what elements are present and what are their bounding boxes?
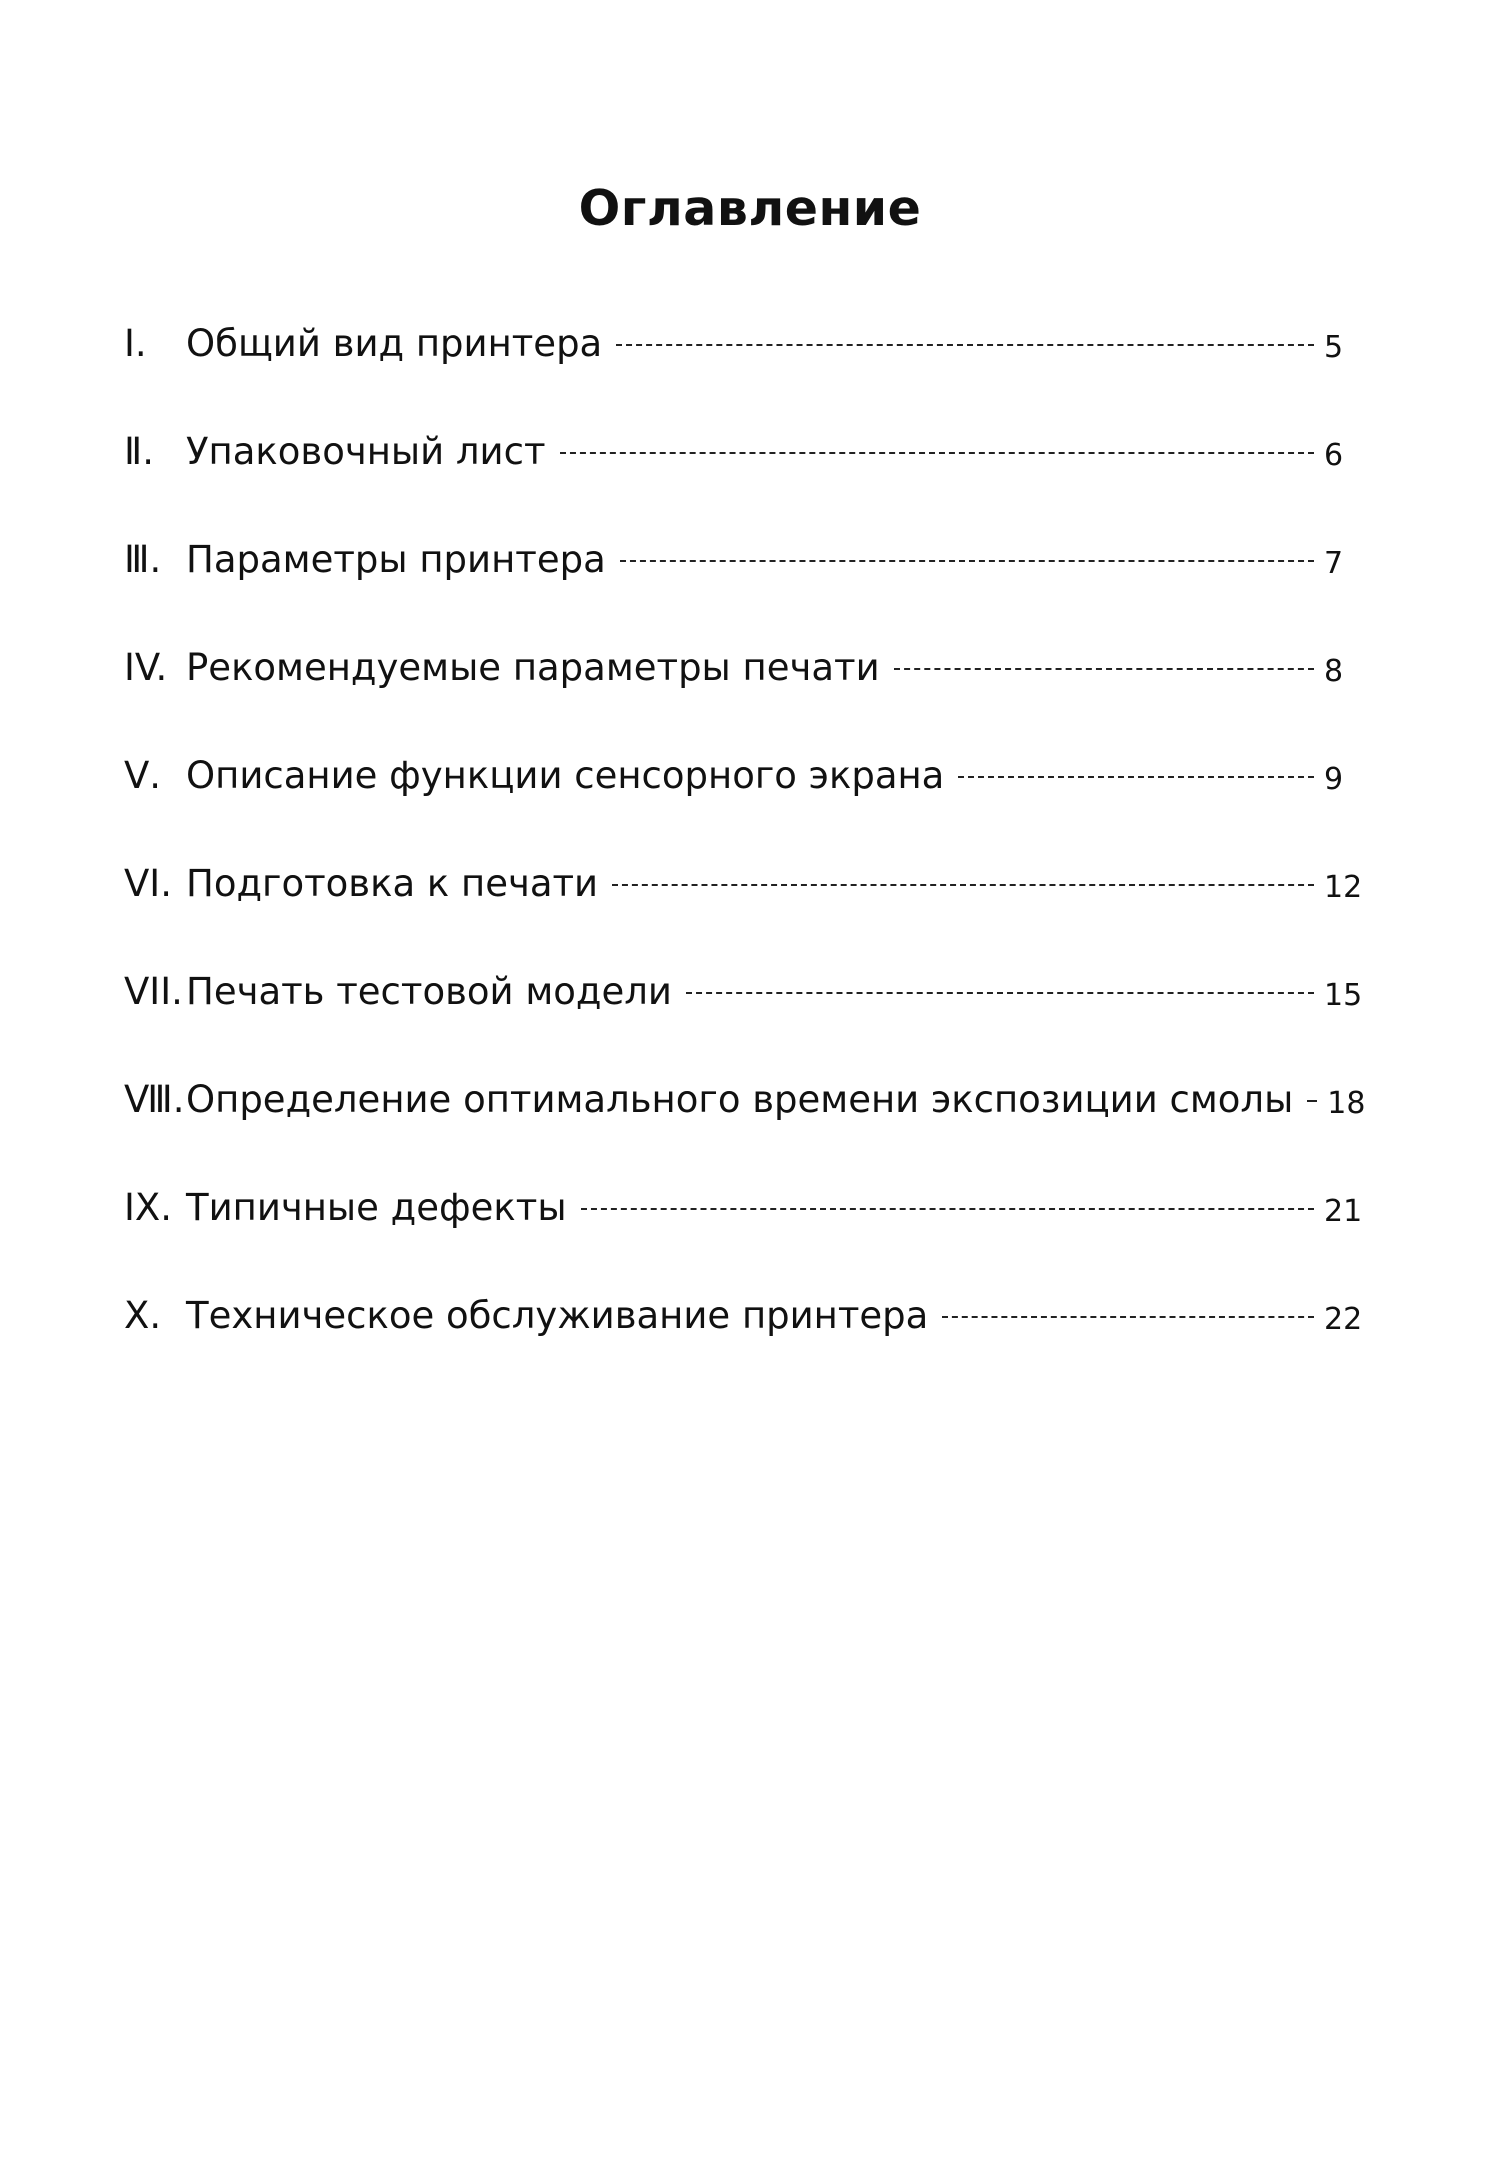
toc-page-number: 15 xyxy=(1324,978,1363,1013)
toc-entry-title: Упаковочный лист xyxy=(186,430,546,473)
toc-page-number: 6 xyxy=(1324,438,1344,473)
toc-entry[interactable] xyxy=(124,314,1384,422)
toc-entry-text xyxy=(124,422,546,482)
toc-entry[interactable] xyxy=(124,962,1384,1070)
toc-entry-number: Ⅲ. xyxy=(124,538,162,581)
toc-entry-number: Ⅰ. xyxy=(124,322,147,365)
toc-entry-number: IX. xyxy=(124,1186,173,1229)
dotted-leader xyxy=(616,344,1314,346)
table-of-contents xyxy=(124,314,1384,1394)
toc-entry-title: Подготовка к печати xyxy=(186,862,599,905)
toc-page-number: 12 xyxy=(1324,870,1363,905)
toc-entry-title: Описание функции сенсорного экрана xyxy=(186,754,945,797)
toc-entry-title: Параметры принтера xyxy=(186,538,606,581)
toc-entry[interactable] xyxy=(124,1178,1384,1286)
toc-entry-number: Ⅹ. xyxy=(124,1294,162,1337)
toc-page-number: 22 xyxy=(1324,1302,1363,1337)
toc-entry-text xyxy=(124,854,598,914)
toc-entry-text xyxy=(124,530,606,590)
toc-entry-text xyxy=(124,1286,928,1346)
toc-entry-title: Общий вид принтера xyxy=(186,322,603,365)
toc-entry[interactable] xyxy=(124,638,1384,746)
page-title: Оглавление xyxy=(578,179,922,237)
toc-entry[interactable] xyxy=(124,1070,1384,1178)
toc-entry-title: Техническое обслуживание принтера xyxy=(186,1294,929,1337)
dotted-leader xyxy=(1307,1100,1317,1102)
toc-entry-title: Печать тестовой модели xyxy=(186,970,672,1013)
toc-entry-text xyxy=(124,1070,1293,1130)
dotted-leader xyxy=(686,992,1314,994)
toc-entry[interactable] xyxy=(124,854,1384,962)
toc-entry-text xyxy=(124,962,672,1022)
dotted-leader xyxy=(894,668,1314,670)
toc-entry-text xyxy=(124,1178,567,1238)
toc-page-number: 18 xyxy=(1327,1086,1366,1121)
toc-entry-number: Ⅴ. xyxy=(124,754,162,797)
toc-entry-text xyxy=(124,314,602,374)
toc-entry-title: Определение оптимального времени экспозиции смолы xyxy=(186,1078,1294,1121)
toc-page-number: 8 xyxy=(1324,654,1344,689)
toc-page-number: 7 xyxy=(1324,546,1344,581)
toc-page-number: 5 xyxy=(1324,330,1344,365)
toc-entry-text xyxy=(124,746,944,806)
dotted-leader xyxy=(942,1316,1314,1318)
toc-entry-number: Ⅷ. xyxy=(124,1078,185,1121)
toc-entry-number: Ⅱ. xyxy=(124,430,154,473)
dotted-leader xyxy=(612,884,1314,886)
toc-entry[interactable] xyxy=(124,746,1384,854)
toc-entry[interactable] xyxy=(124,422,1384,530)
toc-page-number: 21 xyxy=(1324,1194,1363,1229)
toc-entry[interactable] xyxy=(124,1286,1384,1394)
toc-entry-number: VI. xyxy=(124,862,172,905)
toc-entry-number: VII. xyxy=(124,970,183,1013)
dotted-leader xyxy=(958,776,1314,778)
dotted-leader xyxy=(620,560,1314,562)
toc-entry-title: Типичные дефекты xyxy=(186,1186,567,1229)
dotted-leader xyxy=(581,1208,1314,1210)
toc-entry-title: Рекомендуемые параметры печати xyxy=(186,646,880,689)
toc-page-number: 9 xyxy=(1324,762,1344,797)
toc-entry[interactable] xyxy=(124,530,1384,638)
dotted-leader xyxy=(560,452,1314,454)
toc-entry-number: IV. xyxy=(124,646,168,689)
toc-entry-text xyxy=(124,638,880,698)
